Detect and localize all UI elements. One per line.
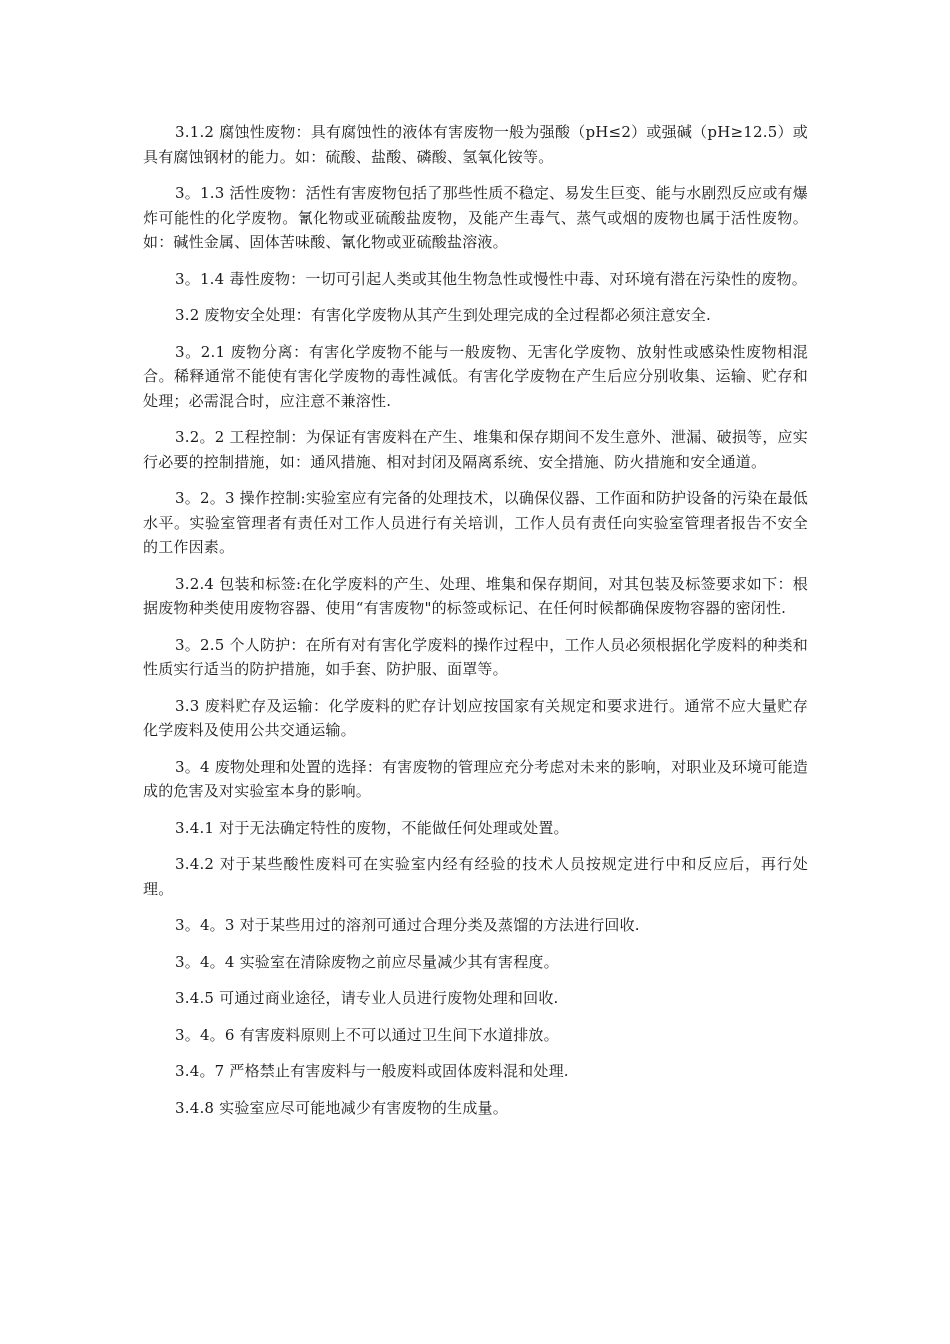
paragraph-3-1-3: 3。1.3 活性废物：活性有害废物包括了那些性质不稳定、易发生巨变、能与水剧烈反应或有爆炸可能性的化学废物。氰化物或亚硫酸盐废物，及能产生毒气、蒸气或烟的废物也属于活性废物。如：碱性金属、固体苦味酸、氰化物或亚硫酸盐溶液。 — [143, 184, 808, 251]
paragraph-3-2-3: 3。2。3 操作控制:实验室应有完备的处理技术，以确保仪器、工作面和防护设备的污染在最低水平。实验室管理者有责任对工作人员进行有关培训，工作人员有责任向实验室管理者报告不安全的工作因素。 — [143, 489, 808, 556]
paragraph-3-1-4: 3。1.4 毒性废物：一切可引起人类或其他生物急性或慢性中毒、对环境有潜在污染性的废物。 — [175, 269, 807, 288]
paragraph-3-2-5: 3。2.5 个人防护：在所有对有害化学废料的操作过程中，工作人员必须根据化学废料的种类和性质实行适当的防护措施，如手套、防护服、面罩等。 — [143, 635, 808, 678]
paragraph-3-4-1: 3.4.1 对于无法确定特性的废物，不能做任何处理或处置。 — [175, 818, 569, 837]
paragraph-3-4: 3。4 废物处理和处置的选择：有害废物的管理应充分考虑对未来的影响，对职业及环境可能造成的危害及对实验室本身的影响。 — [143, 757, 808, 800]
paragraph-3-4-4: 3。4。4 实验室在清除废物之前应尽量减少其有害程度。 — [175, 952, 559, 971]
paragraph-3-2-4: 3.2.4 包装和标签:在化学废料的产生、处理、堆集和保存期间，对其包装及标签要求如下：根据废物种类使用废物容器、使用“有害废物"的标签或标记、在任何时候都确保废物容器的密闭性. — [143, 574, 808, 617]
paragraph-3-1-2: 3.1.2 腐蚀性废物：具有腐蚀性的液体有害废物一般为强酸（pH≤2）或强碱（pH≥12.5）或具有腐蚀钢材的能力。如：硫酸、盐酸、磷酸、氢氧化铵等。 — [143, 123, 808, 166]
paragraph-3-4-8: 3.4.8 实验室应尽可能地减少有害废物的生成量。 — [175, 1098, 508, 1117]
document-body — [143, 120, 808, 1132]
paragraph-3-2-1: 3。2.1 废物分离：有害化学废物不能与一般废物、无害化学废物、放射性或感染性废物相混合。稀释通常不能使有害化学废物的毒性减低。有害化学废物在产生后应分别收集、运输、贮存和处理；必需混合时，应注意不兼溶性. — [143, 342, 808, 410]
paragraph-3-4-3: 3。4。3 对于某些用过的溶剂可通过合理分类及蒸馏的方法进行回收. — [175, 916, 640, 934]
paragraph-3-4-7: 3.4。7 严格禁止有害废料与一般废料或固体废料混和处理. — [175, 1062, 569, 1080]
paragraph-3-4-5: 3.4.5 可通过商业途径，请专业人员进行废物处理和回收. — [175, 989, 559, 1007]
paragraph-3-4-6: 3。4。6 有害废料原则上不可以通过卫生间下水道排放。 — [175, 1025, 559, 1044]
paragraph-3-3: 3.3 废料贮存及运输：化学废料的贮存计划应按国家有关规定和要求进行。通常不应大量贮存化学废料及使用公共交通运输。 — [143, 696, 808, 739]
paragraph-3-2: 3.2 废物安全处理：有害化学废物从其产生到处理完成的全过程都必须注意安全. — [175, 306, 711, 324]
paragraph-3-2-2: 3.2。2 工程控制：为保证有害废料在产生、堆集和保存期间不发生意外、泄漏、破损等，应实行必要的控制措施，如：通风措施、相对封闭及隔离系统、安全措施、防火措施和安全通道。 — [143, 428, 808, 471]
paragraph-3-4-2: 3.4.2 对于某些酸性废料可在实验室内经有经验的技术人员按规定进行中和反应后，再行处理。 — [143, 855, 808, 898]
